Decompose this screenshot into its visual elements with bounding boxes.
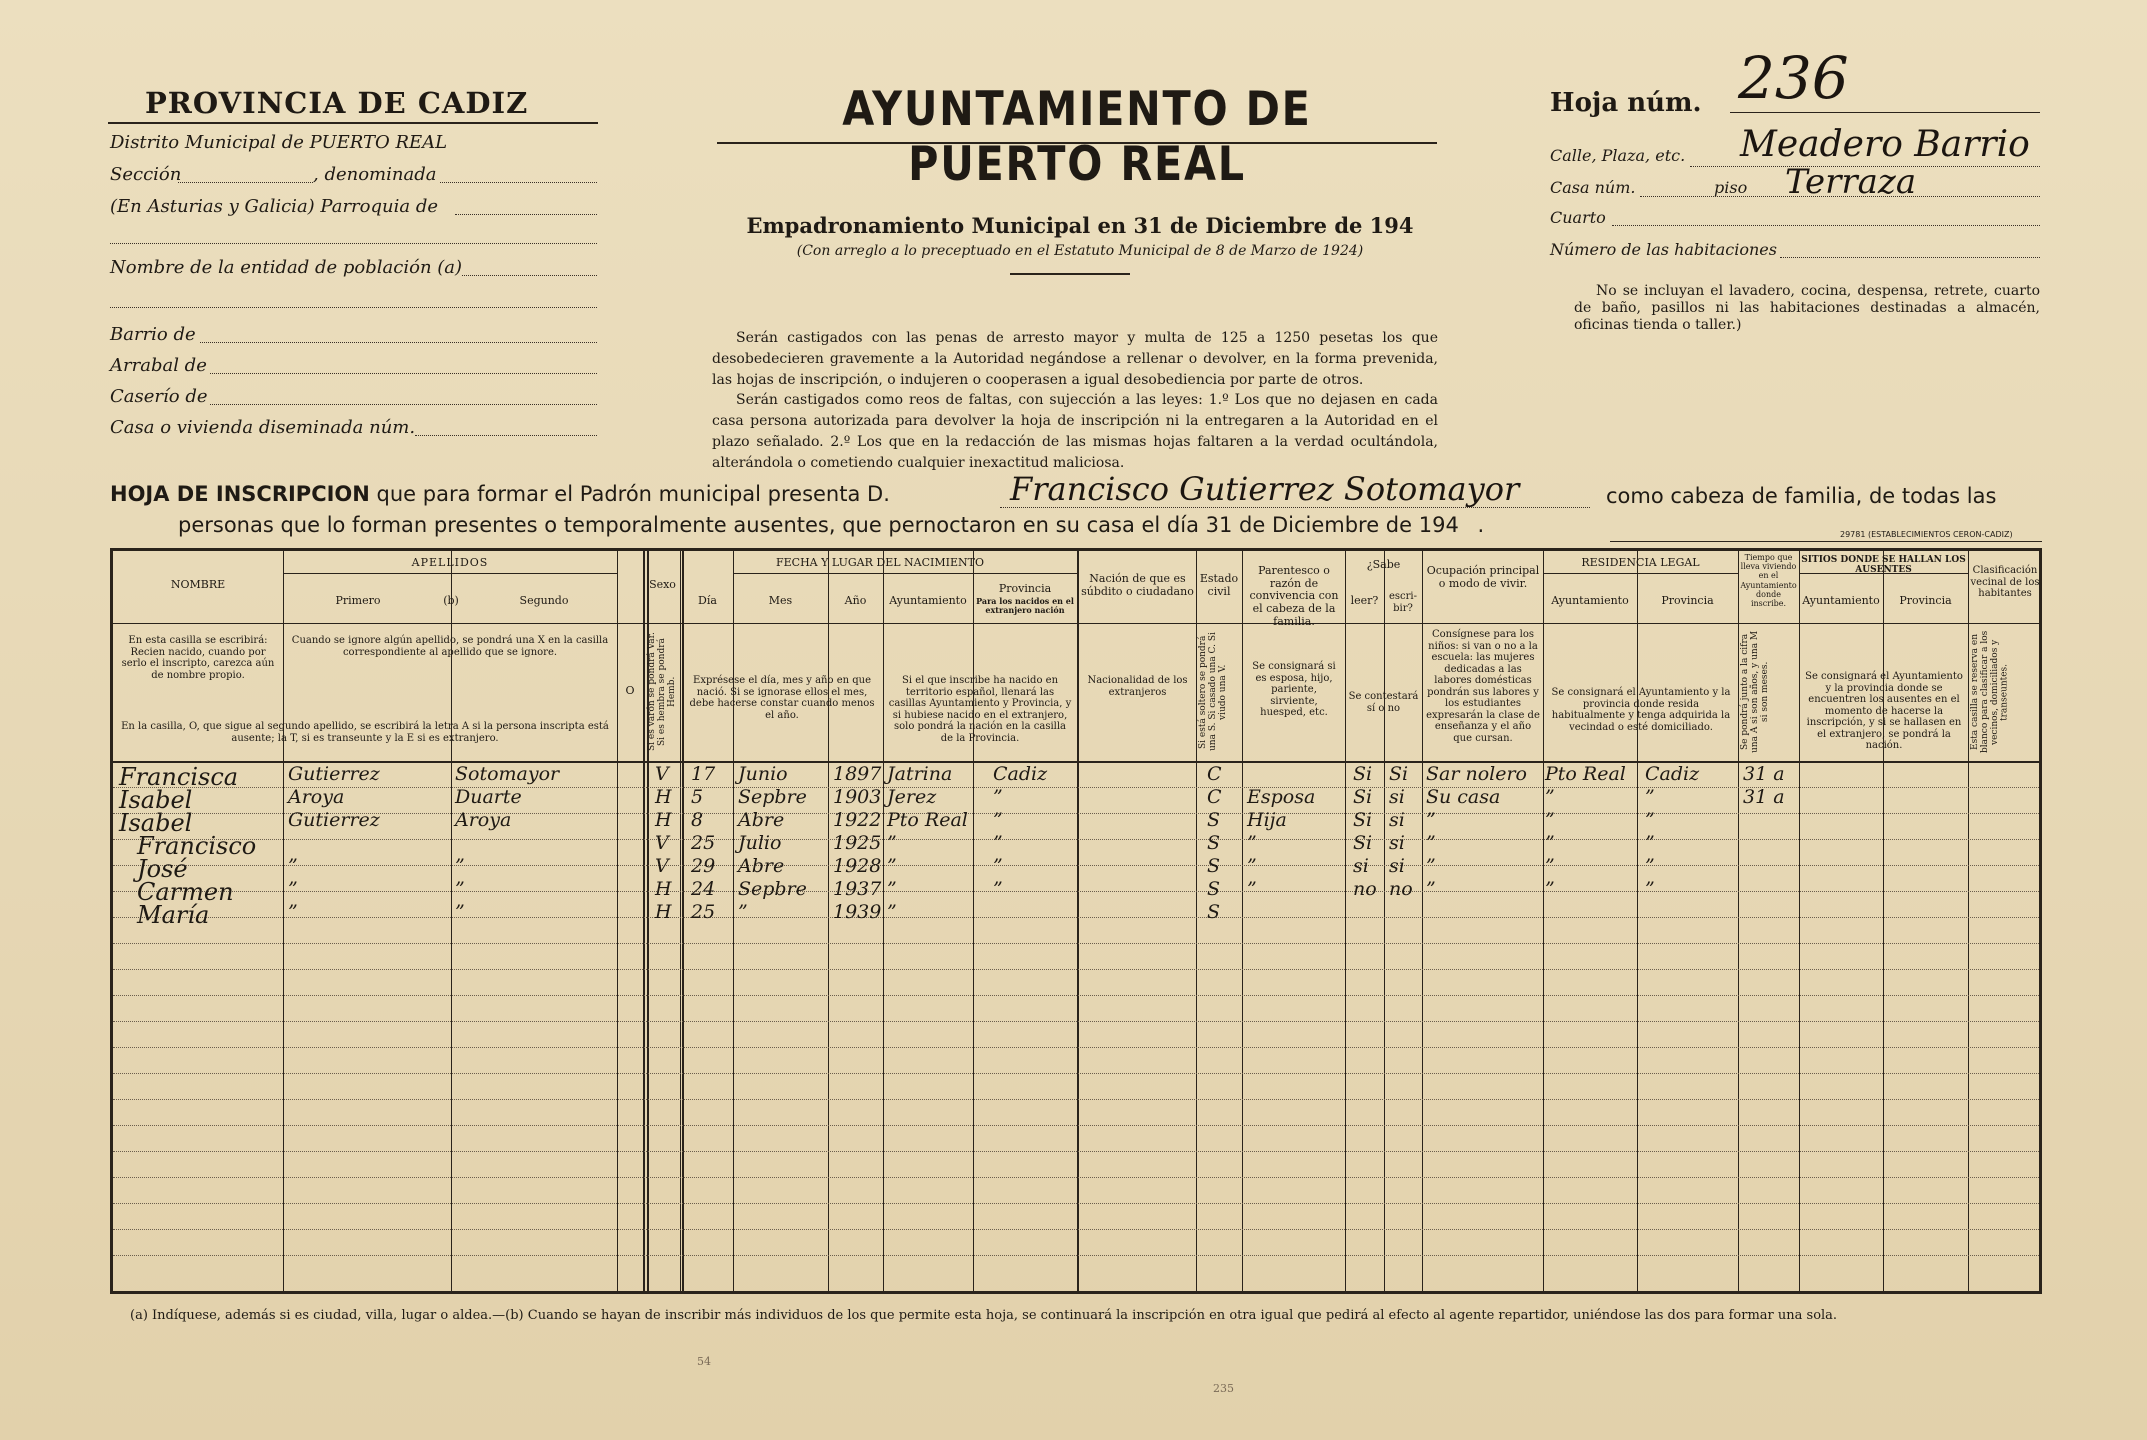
col-ano-header: Año — [844, 594, 867, 607]
cell-res-ayto: ” — [1545, 809, 1555, 831]
cell-primero: Aroya — [288, 786, 345, 808]
title-underline — [717, 142, 1437, 144]
col-ocupacion-header: Ocupación principal o modo de vivir. — [1426, 564, 1540, 590]
cell-res-prov: ” — [1645, 786, 1655, 808]
cell-segundo: Duarte — [455, 786, 522, 808]
cell-res-prov: ” — [1645, 878, 1655, 900]
cell-prov: ” — [993, 809, 1003, 831]
cell-estado: C — [1207, 763, 1222, 785]
cell-parentesco: Esposa — [1247, 786, 1316, 808]
cell-dia: 5 — [691, 786, 704, 808]
cell-mes: Sepbre — [738, 878, 807, 900]
arrabal-label: Arrabal de — [110, 355, 207, 376]
cell-ocupacion: Sar nolero — [1426, 763, 1527, 785]
cell-prov: ” — [993, 855, 1003, 877]
inscription-line-2-end: . — [1477, 513, 1485, 537]
cell-mes: Junio — [738, 763, 788, 785]
cell-nombre: Francisco — [137, 832, 257, 860]
cuarto-label: Cuarto — [1550, 208, 1606, 227]
col-leer-header: leer? — [1350, 594, 1379, 607]
cell-dia: 17 — [691, 763, 716, 785]
instr-clasificacion: Esta casilla se reserva en blanco para clasificar a los vecinos, domiciliados y transeuntes. — [1970, 630, 2010, 754]
cell-res-ayto: ” — [1545, 786, 1555, 808]
cell-estado: S — [1207, 832, 1221, 854]
casa-label: Casa o vivienda diseminada núm. — [110, 417, 416, 438]
instr-lugar: Si el que inscribe ha nacido en territorio español, llenará las casillas Ayuntamiento y Provincia, y si hubiese nacido en el extranjero, solo pondrá la nación en la casilla de la Provincia. — [888, 675, 1072, 744]
district-label: Distrito Municipal de PUERTO REAL — [110, 132, 448, 153]
cell-mes: ” — [738, 901, 748, 923]
instr-ocupacion: Consígnese para los niños: si van o no a la escuela: las mujeres dedicadas a las labores domésticas pondrán sus labores y los estudiantes expresarán la clase de enseñanza y el año que cursan. — [1426, 629, 1540, 744]
inscription-line-2-text: personas que lo forman presentes o temporalmente ausentes, que pernoctaron en su casa el día 31 de Diciembre de 194 — [178, 513, 1459, 537]
cell-sexo: V — [655, 832, 669, 854]
cell-escribir: no — [1389, 878, 1413, 900]
cell-sexo: V — [655, 763, 669, 785]
cell-leer: Si — [1353, 786, 1373, 808]
cell-segundo: Sotomayor — [455, 763, 560, 785]
cell-sexo: H — [655, 809, 672, 831]
ornament-rule — [1010, 273, 1130, 275]
instr-nacion: Nacionalidad de los extranjeros — [1087, 675, 1188, 698]
caserio-line — [210, 404, 597, 405]
cell-estado: S — [1207, 901, 1221, 923]
cell-ayto: ” — [887, 855, 897, 877]
rooms-note: No se incluyan el lavadero, cocina, despensa, retrete, cuarto de baño, pasillos ni las habitaciones destinadas a almacén, oficinas tienda o taller.) — [1574, 283, 2040, 333]
cell-ayto: Pto Real — [887, 809, 968, 831]
cell-ayto: ” — [887, 878, 897, 900]
penalty-text-1: Serán castigados con las penas de arresto mayor y multa de 125 a 1250 pesetas los que desobedecieren gravemente a la Autoridad negándose a rellenar o devolver, en la forma prevenida, las hojas de inscripción, o indujeren o cooperasen a igual desobediencia por parte de otros. — [712, 330, 1438, 388]
cell-dia: 24 — [691, 878, 716, 900]
piso-value: Terraza — [1785, 162, 1917, 202]
col-sit-prov-header: Provincia — [1899, 594, 1952, 607]
cell-res-prov: ” — [1645, 809, 1655, 831]
cell-parentesco: Hija — [1247, 809, 1287, 831]
cell-ano: 1897 — [833, 763, 882, 785]
cell-ayto: Jatrina — [887, 763, 953, 785]
inscription-text-2: como cabeza de familia, de todas las — [1606, 484, 1997, 508]
hoja-label: Hoja núm. — [1550, 88, 1702, 118]
cell-ocupacion: ” — [1426, 809, 1436, 831]
col-provincia-nac-header: Provincia — [998, 582, 1052, 595]
cell-mes: Abre — [738, 809, 785, 831]
denominada-label: , denominada — [313, 164, 437, 185]
cell-sexo: V — [655, 855, 669, 877]
cell-ayto: ” — [887, 901, 897, 923]
cell-segundo: ” — [455, 901, 465, 923]
province-underline — [108, 122, 598, 124]
cell-nombre: María — [137, 901, 210, 929]
instr-casilla-o: En la casilla, O, que sigue al segundo apellido, se escribirá la letra A si la persona inscripta está ausente; la T, si es transeunte y la E si es extranjero. — [121, 721, 609, 744]
cell-mes: Sepbre — [738, 786, 807, 808]
cell-parentesco: ” — [1247, 878, 1257, 900]
hoja-line — [1730, 112, 2040, 113]
footer-stamp-1: 54 — [697, 1355, 711, 1368]
cell-nombre: Francisca — [119, 763, 239, 791]
instr-sexo: Si es varón se pondrá Var. Si es hembra se pondrá Hemb. — [647, 632, 677, 752]
cell-res-prov: ” — [1645, 832, 1655, 854]
cell-nombre: Carmen — [137, 878, 234, 906]
calle-label: Calle, Plaza, etc. — [1550, 146, 1686, 165]
cell-escribir: si — [1389, 786, 1405, 808]
cell-segundo: ” — [455, 878, 465, 900]
col-apellidos-header: APELLIDOS — [411, 556, 489, 569]
seccion-line — [178, 182, 313, 183]
cell-ano: 1922 — [833, 809, 882, 831]
cell-dia: 25 — [691, 901, 716, 923]
parroquia-line — [455, 214, 597, 215]
subtitle: Empadronamiento Municipal en 31 de Diciembre de 194 — [746, 213, 1414, 238]
col-segundo-header: Segundo — [519, 594, 569, 607]
col-ayuntamiento-header: Ayuntamiento — [889, 594, 967, 607]
barrio-line — [200, 342, 597, 343]
head-of-family-name: Francisco Gutierrez Sotomayor — [1010, 470, 1520, 508]
instr-apellidos: Cuando se ignore algún apellido, se pondrá una X en la casilla correspondiente al apellido que se ignore. — [291, 635, 609, 658]
page-title: AYUNTAMIENTO DE PUERTO REAL — [842, 82, 1312, 192]
cell-escribir: si — [1389, 855, 1405, 877]
cell-sexo: H — [655, 878, 672, 900]
col-tiempo-header: Tiempo que lleva viviendo en el Ayuntamiento donde inscribe. — [1740, 553, 1797, 608]
cell-ayto: ” — [887, 832, 897, 854]
cell-ano: 1925 — [833, 832, 882, 854]
cell-ocupacion: ” — [1426, 855, 1436, 877]
cell-segundo: Aroya — [455, 809, 512, 831]
cell-estado: S — [1207, 855, 1221, 877]
hoja-number: 236 — [1738, 44, 1849, 112]
parroquia-line-2 — [110, 243, 597, 244]
col-mes-header: Mes — [768, 594, 793, 607]
cell-res-ayto: ” — [1545, 855, 1555, 877]
cell-primero: ” — [288, 901, 298, 923]
instr-tiempo: Se pondrá junto a la cifra una A si son años, y una M si son meses. — [1740, 630, 1770, 754]
cell-estado: S — [1207, 809, 1221, 831]
cell-ocupacion: ” — [1426, 878, 1436, 900]
instr-fecha: Exprésese el día, mes y año en que nació. Si se ignorase ellos el mes, debe hacerse constar cuando menos el año. — [689, 675, 875, 721]
casa-line — [415, 435, 597, 436]
entidad-line-2 — [110, 307, 597, 308]
col-dia-header: Día — [698, 594, 717, 607]
cell-escribir: si — [1389, 832, 1405, 854]
cell-primero: ” — [288, 878, 298, 900]
cell-res-ayto: Pto Real — [1545, 763, 1626, 785]
piso-label: piso — [1714, 178, 1748, 197]
cell-res-ayto: ” — [1545, 878, 1555, 900]
col-parentesco-header: Parentesco o razón de convivencia con el cabeza de la familia. — [1249, 564, 1339, 628]
subtitle-note: (Con arreglo a lo preceptuado en el Estatuto Municipal de 8 de Marzo de 1924) — [796, 243, 1364, 259]
entidad-line — [462, 275, 597, 276]
cell-ocupacion: ” — [1426, 832, 1436, 854]
instr-sitios: Se consignará el Ayuntamiento y la provincia donde se encuentren los ausentes en el momento de hacerse la inscripción, y si se hallasen en el extranjero, se pondrá la nación. — [1805, 671, 1963, 751]
calle-value: Meadero Barrio — [1740, 124, 2030, 165]
cell-prov: ” — [993, 878, 1003, 900]
barrio-label: Barrio de — [110, 324, 196, 345]
cell-estado: C — [1207, 786, 1222, 808]
cell-mes: Abre — [738, 855, 785, 877]
habitaciones-line — [1780, 257, 2040, 258]
cell-ano: 1937 — [833, 878, 882, 900]
printer-mark: 29781 (ESTABLECIMIENTOS CERON-CADIZ) — [1840, 530, 2013, 539]
cell-primero: Gutierrez — [288, 809, 380, 831]
col-sexo-header: Sexo — [649, 578, 676, 591]
col-clasificacion-header: Clasificación vecinal de los habitantes — [1970, 565, 2040, 599]
cell-prov: Cadiz — [993, 763, 1048, 785]
inscription-lead: HOJA DE INSCRIPCION — [110, 482, 370, 506]
cell-estado: S — [1207, 878, 1221, 900]
parroquia-label: (En Asturias y Galicia) Parroquia de — [110, 196, 438, 217]
cell-escribir: si — [1389, 809, 1405, 831]
head-name-line — [1000, 507, 1590, 508]
casa-num-label: Casa núm. — [1550, 178, 1636, 197]
col-estado-header: Estado civil — [1199, 572, 1239, 598]
cell-leer: Si — [1353, 809, 1373, 831]
province-title: PROVINCIA DE CADIZ — [145, 86, 529, 120]
cell-prov: ” — [993, 786, 1003, 808]
cell-nombre: Isabel — [119, 786, 193, 814]
entidad-label: Nombre de la entidad de población (a) — [110, 257, 463, 278]
col-nacion-header: Nación de que es súbdito o ciudadano — [1081, 572, 1194, 598]
col-primero-header: Primero — [335, 594, 381, 607]
col-b-header: (b) — [443, 594, 459, 607]
cell-ano: 1903 — [833, 786, 882, 808]
habitaciones-label: Número de las habitaciones — [1550, 240, 1777, 259]
inscription-table — [110, 548, 2042, 1294]
penalty-text-2: Serán castigados como reos de faltas, con sujección a las leyes: 1.º Los que no dejasen en cada casa persona autorizada para devolver la hoja de inscripción ni la entregaren a la Autoridad en el plazo señalado. 2.º Los que en la redacción de las mismas hojas faltaren a la verdad ocultándola, alterándola o cometiendo cualquier inexactitud maliciosa. — [712, 392, 1438, 471]
table-body — [113, 761, 2039, 961]
col-sabe-header: ¿Sabe — [1366, 558, 1401, 571]
arrabal-line — [210, 373, 597, 374]
cell-dia: 25 — [691, 832, 716, 854]
inscription-line-2 — [178, 513, 1484, 537]
cell-leer: si — [1353, 855, 1369, 877]
cell-parentesco: ” — [1247, 855, 1257, 877]
denominada-line — [440, 182, 597, 183]
cell-ayto: Jerez — [887, 786, 937, 808]
cell-ocupacion: Su casa — [1426, 786, 1501, 808]
col-escribir-header: escri- bir? — [1388, 591, 1417, 614]
footer-note: (a) Indíquese, además si es ciudad, villa, lugar o aldea.—(b) Cuando se hayan de inscribir más individuos de los que permite esta hoja, se continuará la inscripción en otra igual que pedirá al efecto al agente repartidor, uniéndose las dos para formar una sola. — [130, 1308, 1838, 1323]
col-provincia-nac-note: Para los nacidos en el extranjero nación — [976, 596, 1074, 616]
cell-ano: 1939 — [833, 901, 882, 923]
instr-estado: Si está soltero se pondrá una S. Si casado una C. Si viudo una V. — [1198, 632, 1228, 752]
casa-num-line — [1640, 196, 2040, 197]
instr-sabe: Se contestará sí o no — [1348, 691, 1419, 714]
instr-residencia: Se consignará el Ayuntamiento y la provincia donde resida habitualmente y tenga adquirida la vecindad o esté domiciliado. — [1551, 687, 1731, 733]
col-res-ayto-header: Ayuntamiento — [1551, 594, 1629, 607]
cell-mes: Julio — [738, 832, 782, 854]
cell-res-ayto: ” — [1545, 832, 1555, 854]
cell-dia: 8 — [691, 809, 704, 831]
col-sitios-header: SITIOS DONDE SE HALLAN LOS AUSENTES — [1801, 555, 1966, 576]
col-nombre-header: NOMBRE — [170, 578, 226, 591]
cell-tiempo: 31 a — [1743, 786, 1785, 808]
instr-nombre: En esta casilla se escribirá: Recien nacido, cuando por serlo el inscripto, carezca aún de nombre propio. — [121, 635, 275, 681]
inscription-text-1: que para formar el Padrón municipal presenta D. — [376, 482, 890, 506]
cell-escribir: Si — [1389, 763, 1409, 785]
cell-leer: Si — [1353, 763, 1373, 785]
cuarto-line — [1612, 225, 2040, 226]
cell-primero: Gutierrez — [288, 763, 380, 785]
col-res-prov-header: Provincia — [1661, 594, 1714, 607]
col-fecha-lugar-header: FECHA Y LUGAR DEL NACIMIENTO — [776, 556, 984, 569]
cell-segundo: ” — [455, 855, 465, 877]
cell-leer: no — [1353, 878, 1377, 900]
cell-sexo: H — [655, 901, 672, 923]
cell-dia: 29 — [691, 855, 716, 877]
cell-res-prov: Cadiz — [1645, 763, 1700, 785]
instr-parentesco: Se consignará si es esposa, hijo, pariente, sirviente, huesped, etc. — [1252, 661, 1336, 718]
cell-leer: Si — [1353, 832, 1373, 854]
cell-nombre: Isabel — [119, 809, 193, 837]
col-residencia-header: RESIDENCIA LEGAL — [1581, 556, 1700, 569]
seccion-label: Sección — [110, 164, 182, 185]
cell-res-prov: ” — [1645, 855, 1655, 877]
cell-sexo: H — [655, 786, 672, 808]
caserio-label: Caserío de — [110, 386, 208, 407]
cell-primero: ” — [288, 855, 298, 877]
inscription-rule — [1610, 541, 2042, 542]
cell-tiempo: 31 a — [1743, 763, 1785, 785]
footer-stamp-2: 235 — [1213, 1382, 1234, 1395]
instr-o-label: O — [625, 684, 635, 697]
col-sit-ayto-header: Ayuntamiento — [1802, 594, 1880, 607]
cell-nombre: José — [137, 855, 188, 883]
cell-ano: 1928 — [833, 855, 882, 877]
cell-prov: ” — [993, 832, 1003, 854]
cell-parentesco: ” — [1247, 832, 1257, 854]
